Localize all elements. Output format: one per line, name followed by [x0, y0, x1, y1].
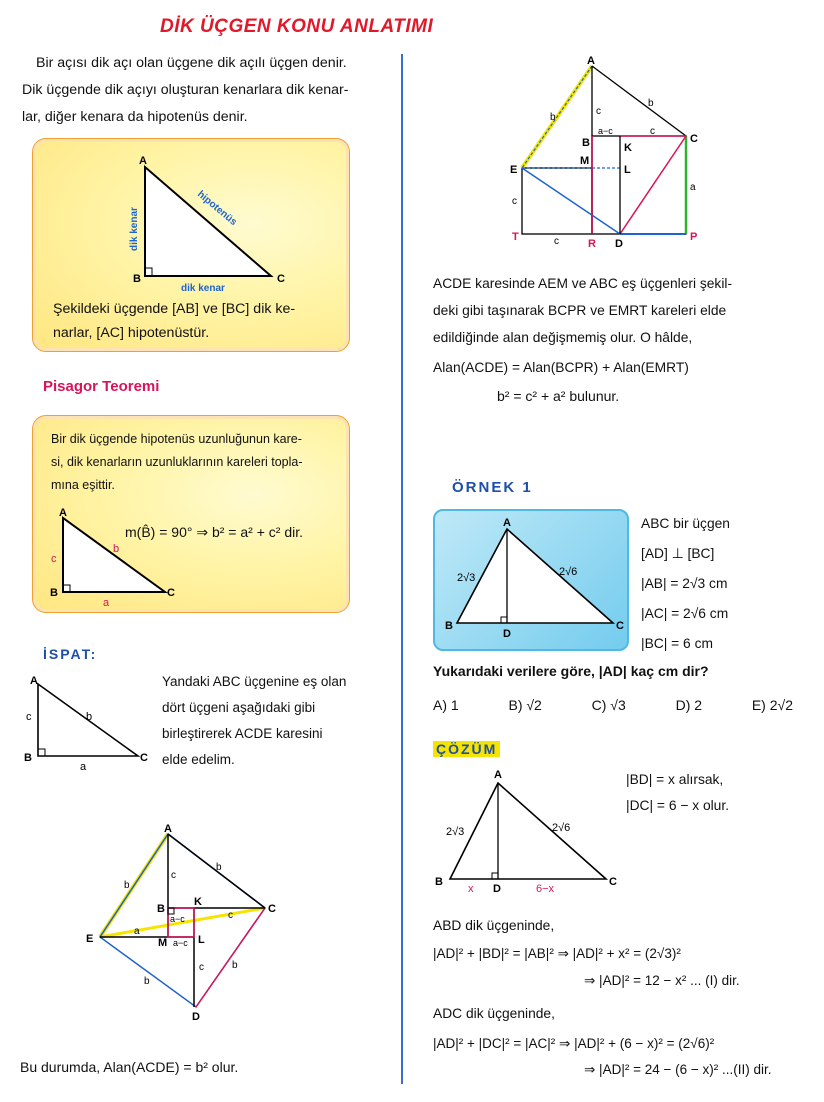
cozum-triangle [430, 765, 620, 895]
vertex-b: B [582, 137, 590, 149]
ornek-question: Yukarıdaki verilere göre, |AD| kaç cm dir? [433, 663, 709, 679]
vertex-a: A [587, 55, 595, 67]
label-b-ed: b [144, 976, 150, 987]
acde-line: ACDE karesinde AEM ve ABC eş üçgenleri şekil- [433, 276, 733, 291]
label-b-ae: b [124, 880, 130, 891]
edge-cd [196, 908, 265, 1007]
column-divider [401, 54, 403, 1084]
square-emrt [522, 168, 592, 234]
ispat-line: elde edelim. [162, 752, 235, 767]
vertex-r: R [588, 238, 596, 250]
pisagor-line: si, dik kenarların uzunluklarının kareleri topla- [51, 455, 303, 469]
label-c-ab: c [596, 106, 601, 117]
ispat-line: dört üçgeni aşağıdaki gibi [162, 700, 316, 715]
side-a-label: a [103, 597, 110, 609]
label-amc: a−c [598, 126, 613, 136]
caption-line: narlar, [AC] hipotenüstür. [53, 325, 210, 341]
vertex-a: A [59, 507, 67, 519]
vertex-d: D [192, 1011, 200, 1023]
pisagor-line: Bir dik üçgende hipotenüs uzunluğunun kare- [51, 432, 302, 446]
acde-text [433, 270, 813, 351]
pisagor-text [51, 428, 343, 497]
leg-label-left: dik kenar [129, 207, 140, 251]
triangle-abc [457, 529, 613, 623]
acde-square-figure [80, 822, 300, 1027]
label-a-cp: a [690, 182, 696, 193]
edge-ae [522, 66, 592, 168]
label-ac: 2√6 [552, 822, 571, 834]
vertex-a: A [503, 517, 511, 529]
vertex-c: C [268, 903, 276, 915]
answer-choices [433, 697, 793, 713]
ispat-line: Yandaki ABC üçgenine eş olan [162, 674, 347, 689]
pisagor-triangle [33, 504, 349, 612]
side-b-label: b [86, 711, 93, 723]
intro-text [22, 50, 382, 131]
label-b-cd: b [232, 960, 238, 971]
intro-line: Bir açısı dik açı olan üçgene dik açılı üçgen denir. [36, 55, 347, 71]
pisagor-box [32, 415, 350, 613]
abd-heading: ABD dik üçgeninde, [433, 918, 555, 933]
intro-line: lar, diğer kenara da hipotenüs denir. [22, 109, 248, 125]
vertex-c: C [167, 587, 175, 599]
given-line: [AD] ⊥ [BC] [641, 546, 715, 561]
vertex-m: M [158, 937, 168, 949]
ornek-heading: ÖRNEK 1 [452, 479, 533, 496]
fig1-caption [53, 297, 343, 345]
choice-a[interactable]: A) 1 [433, 697, 459, 713]
label-6-minus-x: 6−x [536, 883, 555, 895]
acde-eq1: Alan(ACDE) = Alan(BCPR) + Alan(EMRT) [433, 360, 689, 375]
vertex-p: P [690, 231, 698, 243]
adc-equation-2: ⇒ |AD|² = 24 − (6 − x)² ...(II) dir. [584, 1062, 772, 1077]
vertex-b: B [133, 273, 141, 285]
vertex-d: D [493, 883, 501, 895]
ornek-givens [641, 509, 730, 659]
vertex-l: L [198, 934, 205, 946]
pisagor-formula: m(B̂) = 90° ⇒ b² = a² + c² dir. [125, 524, 303, 540]
label-c-et: c [512, 196, 517, 207]
vertex-a: A [30, 675, 38, 687]
ispat-text [162, 669, 392, 773]
pisagor-heading: Pisagor Teoremi [43, 378, 160, 395]
adc-heading: ADC dik üçgeninde, [433, 1006, 555, 1021]
abd-equation-2: ⇒ |AD|² = 12 − x² ... (I) dir. [584, 973, 740, 988]
acde-line: deki gibi taşınarak BCPR ve EMRT kareleri elde [433, 303, 727, 318]
edge-ed [522, 168, 620, 234]
label-x: x [468, 883, 474, 895]
vertex-c: C [140, 752, 148, 764]
bcpr-emrt-figure [500, 54, 710, 254]
acde-line: edildiğinde alan değişmemiş olur. O hâlde, [433, 330, 693, 345]
right-triangle-figure [33, 139, 349, 299]
vertex-m: M [580, 155, 590, 167]
adc-equation-1: |AD|² + |DC|² = |AC|² ⇒ |AD|² + (6 − x)² = (2√6)² [433, 1036, 715, 1051]
vertex-k: K [194, 896, 202, 908]
triangle-abc [145, 167, 271, 276]
vertex-k: K [624, 142, 632, 154]
choice-c[interactable]: C) √3 [591, 697, 626, 713]
label-ac: 2√6 [559, 566, 578, 578]
side-a-label: a [80, 761, 87, 772]
leg-label-bottom: dik kenar [181, 283, 225, 294]
cozum-heading: ÇÖZÜM [433, 741, 500, 757]
vertex-d: D [615, 238, 623, 250]
label-amc-top: a−c [170, 914, 185, 924]
ornek-triangle [435, 511, 627, 649]
label-b-ac: b [648, 98, 654, 109]
vertex-b: B [435, 876, 443, 888]
intro-line: Dik üçgende dik açıyı oluşturan kenarlara dik kenar- [22, 82, 349, 98]
vertex-t: T [512, 231, 519, 243]
vertex-l: L [624, 164, 631, 176]
definition-box [32, 138, 350, 352]
vertex-a: A [139, 155, 147, 167]
side-c-label: c [26, 711, 32, 723]
given-line: |BC| = 6 cm [641, 636, 713, 651]
assume-line: |DC| = 6 − x olur. [626, 798, 730, 813]
label-c-ab: c [171, 870, 176, 881]
choice-e[interactable]: E) 2√2 [751, 697, 793, 713]
ornek-figure-box [433, 509, 629, 651]
ispat-small-triangle [20, 672, 160, 772]
vertex-c: C [690, 133, 698, 145]
vertex-b: B [157, 903, 165, 915]
ispat-line: birleştirerek ACDE karesini [162, 726, 323, 741]
label-b-ae: b [550, 112, 556, 123]
label-b-ac: b [216, 862, 222, 873]
label-c-ld: c [199, 962, 204, 973]
choice-d[interactable]: D) 2 [675, 697, 703, 713]
square-bcpr [592, 136, 686, 234]
cozum-assume [626, 767, 729, 819]
vertex-b: B [24, 752, 32, 764]
page-title: DİK ÜÇGEN KONU ANLATIMI [160, 16, 434, 37]
vertex-a: A [494, 769, 502, 781]
label-ab: 2√3 [446, 826, 465, 838]
vertex-d: D [503, 628, 511, 640]
given-line: ABC bir üçgen [641, 516, 730, 531]
hypotenuse-label: hipotenüs [195, 188, 239, 229]
ispat-heading: İSPAT: [43, 646, 98, 662]
vertex-e: E [86, 933, 94, 945]
side-b-label: b [113, 543, 120, 555]
pisagor-line: mına eşittir. [51, 478, 115, 492]
triangle-abc [450, 783, 606, 879]
acde-eq2: b² = c² + a² bulunur. [497, 388, 620, 404]
vertex-c: C [277, 273, 285, 285]
label-a-em: a [134, 926, 140, 937]
label-amc-bottom: a−c [173, 938, 188, 948]
label-c-kc: c [228, 910, 233, 921]
caption-line: Şekildeki üçgende [AB] ve [BC] dik ke- [53, 301, 296, 317]
abd-equation-1: |AD|² + |BD|² = |AB|² ⇒ |AD|² + x² = (2√3)² [433, 946, 681, 961]
vertex-c: C [616, 620, 624, 632]
label-c-kc: c [650, 126, 655, 137]
assume-line: |BD| = x alırsak, [626, 772, 724, 787]
vertex-a: A [164, 823, 172, 835]
ispat-conclusion: Bu durumda, Alan(ACDE) = b² olur. [20, 1059, 239, 1075]
vertex-c: C [609, 876, 617, 888]
label-c-tr: c [554, 236, 559, 247]
vertex-b: B [50, 587, 58, 599]
vertex-b: B [445, 620, 453, 632]
vertex-e: E [510, 164, 518, 176]
side-c-label: c [51, 553, 57, 565]
given-line: |AB| = 2√3 cm [641, 576, 728, 591]
label-ab: 2√3 [457, 572, 476, 584]
choice-b[interactable]: B) √2 [508, 697, 542, 713]
given-line: |AC| = 2√6 cm [641, 606, 729, 621]
